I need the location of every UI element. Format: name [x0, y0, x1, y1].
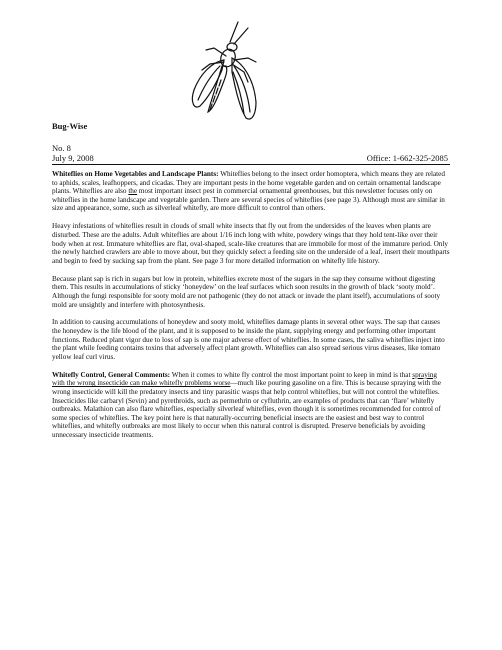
section-heading-whiteflies: Whiteflies on Home Vegetables and Landscape Plants: — [52, 170, 219, 178]
paragraph-damage: In addition to causing accumulations of honeydew and sooty mold, whiteflies damage plants in several other ways. The sap that causes the honeydew is the life blood of the plant, and it is supposed to be inside the plant, supplying energy and performing other important functions. Reduced plant vigor due to loss of sap is one major adverse effect of whiteflies. In some cases, the saliva whiteflies inject into the plant while feeding contains toxins that adversely affect plant growth. Whiteflies can also spread serious virus diseases, like tomato yellow leaf curl virus. — [52, 318, 445, 361]
paragraph-text: When it comes to white fly control the most important point to keep in mind is that — [170, 370, 413, 379]
issue-number: No. 8 — [52, 143, 71, 153]
article-body — [52, 170, 450, 449]
newsletter-title: Bug-Wise — [52, 121, 88, 131]
paragraph-intro — [52, 170, 450, 213]
paragraph-adults: Heavy infestations of whiteflies result in clouds of small white insects that fly out from the undersides of the leaves when plants are disturbed. These are the adults. Adult whiteflies are about 1/16 inch long with white, powdery wings that they hold tent-like over their body when at rest. Immature whiteflies are flat, oval-shaped, scale-like creatures that are immobile for most of the immature period. Only the newly hatched crawlers are able to move about, but they quickly select a feeding site on the underside of a leaf, insert their mouthparts and begin to feed by sucking sap from the plant. See page 3 for more detailed information on whitefly life history. — [52, 222, 450, 265]
issue-date: July 9, 2008 — [52, 153, 94, 163]
fly-icon — [182, 14, 272, 134]
office-phone: Office: 1-662-325-2085 — [366, 153, 448, 163]
paragraph-text: —much like pouring gasoline on a fire. This is because spraying with the wrong insecticide will kill the predatory insects and tiny parasitic wasps that help control whiteflies, but will not control the whiteflies. Insecticides like carbaryl (Sevin) and pyrethroids, such as permethrin or cyfluthrin, are examples of products that can ‘flare’ whitefly outbreaks. Malathion can also flare whiteflies, especially silverleaf whiteflies, even though it is sometimes recommended for control of some species of whiteflies. The key point here is that naturally-occurring beneficial insects are the easiest and best way to control whiteflies, and whitefly outbreaks are most likely to occur when this natural control is disrupted. Preserve beneficials by avoiding unnecessary insecticide treatments. — [52, 379, 441, 439]
issue-info — [52, 143, 94, 163]
paragraph-control — [52, 371, 450, 440]
underlined-warning: spraying with the wrong insecticide can make whitefly problems worse — [52, 370, 438, 388]
paragraph-text: Whiteflies belong to the insect order homoptera, which means they are related to aphids, scales, leafhoppers, and cicadas. They are important pests in the home vegetable garden and on certain ornamental landscape plants. Whiteflies are also — [52, 170, 445, 196]
paragraph-text: most important insect pest in commercial ornamental greenhouses, but this newsletter focuses only on whiteflies in the home landscape and vegetable garden. There are several species of whiteflies (see page 3). Although most are similar in size and appearance, some, such as silverleaf whitefly, are more difficult to control than others. — [52, 187, 445, 213]
section-heading-control: Whitefly Control, General Comments: — [52, 370, 171, 379]
paragraph-honeydew: Because plant sap is rich in sugars but low in protein, whiteflies excrete most of the sugars in the sap they consume without digesting them. This results in accumulations of sticky ‘honeydew’ on the leaf surfaces which soon results in the growth of black ‘sooty mold’. Although the fungi responsible for sooty mold are not pathogenic (they do not attack or invade the plant itself), accumulations of sooty mold are unsightly and interfere with photosynthesis. — [52, 274, 441, 309]
header-divider — [52, 164, 450, 165]
underlined-text: the — [128, 187, 138, 196]
